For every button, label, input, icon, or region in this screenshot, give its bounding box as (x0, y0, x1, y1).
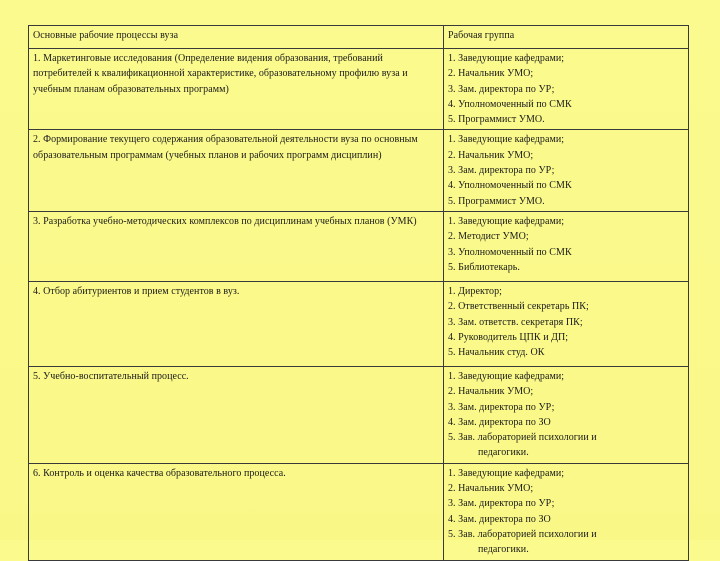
process-cell: 5. Учебно-воспитательный процесс. (29, 366, 444, 463)
group-item: 1. Директор; (448, 285, 502, 297)
group-item: 2. Начальник УМО; (448, 149, 534, 161)
group-item: 1. Заведующие кафедрами; (448, 134, 565, 146)
group-item: 1. Заведующие кафедрами; (448, 215, 565, 227)
group-item: 2. Начальник УМО; (448, 68, 534, 80)
process-cell: 6. Контроль и оценка качества образовательного процесса. (29, 463, 444, 560)
group-item: 2. Методист УМО; (448, 231, 529, 243)
group-item: 1. Заведующие кафедрами; (448, 467, 565, 479)
group-cell (444, 130, 689, 211)
group-item: 1. Заведующие кафедрами; (448, 370, 565, 382)
group-cell (444, 366, 689, 463)
table-row (29, 463, 689, 560)
group-item: 1. Заведующие кафедрами; (448, 53, 565, 64)
group-item: 3. Зам. директора по УР; (448, 401, 555, 413)
group-item: 5. Библиотекарь. (448, 261, 520, 273)
group-item: 4. Зам. директора по ЗО (448, 416, 551, 428)
group-item: 3. Зам. директора по УР; (448, 83, 555, 95)
group-cell (444, 49, 689, 130)
process-cell: 2. Формирование текущего содержания образовательной деятельности вуза по основным образовательным программам (учебных планов и рабочих программ дисциплин) (29, 130, 444, 211)
process-cell: 4. Отбор абитуриентов и прием студентов в вуз. (29, 281, 444, 366)
group-item: педагогики. (478, 447, 529, 459)
group-item: 3. Зам. директора по УР; (448, 165, 555, 177)
group-item: 4. Уполномоченный по СМК (448, 180, 572, 192)
group-cell (444, 281, 689, 366)
table-row (29, 281, 689, 366)
group-item: 5. Программист УМО. (448, 114, 545, 126)
group-item: 3. Зам. ответств. секретаря ПК; (448, 316, 583, 328)
group-item: 4. Уполномоченный по СМК (448, 98, 572, 110)
process-cell: 1. Маркетинговые исследования (Определение видения образования, требований потребителей к квалификационной характеристике, образовательному профилю вуза и учебным планам образовательных программ) (29, 49, 444, 130)
group-item: 5. Зав. лабораторией психологии и (448, 528, 597, 540)
process-cell: 3. Разработка учебно-методических комплексов по дисциплинам учебных планов (УМК) (29, 211, 444, 281)
table-row (29, 49, 689, 130)
group-item: 5. Зав. лабораторией психологии и (448, 432, 597, 444)
group-item: 2. Начальник УМО; (448, 386, 534, 398)
group-item: 4. Зам. директора по ЗО (448, 513, 551, 525)
table-header-row (29, 26, 689, 49)
group-item: 2. Начальник УМО; (448, 483, 534, 495)
group-item: педагогики. (478, 544, 529, 556)
header-process: Основные рабочие процессы вуза (29, 26, 444, 49)
group-cell (444, 463, 689, 560)
table-row (29, 130, 689, 211)
group-item: 4. Руководитель ЦПК и ДП; (448, 331, 569, 343)
group-item: 3. Зам. директора по УР; (448, 498, 555, 510)
group-item: 5. Программист УМО. (448, 195, 545, 207)
header-group: Рабочая группа (444, 26, 689, 49)
group-item: 2. Ответственный секретарь ПК; (448, 301, 589, 313)
processes-table (28, 25, 689, 561)
table-row (29, 366, 689, 463)
group-item: 3. Уполномоченный по СМК (448, 246, 572, 258)
group-cell (444, 211, 689, 281)
group-item: 5. Начальник студ. ОК (448, 347, 545, 359)
table-row (29, 211, 689, 281)
